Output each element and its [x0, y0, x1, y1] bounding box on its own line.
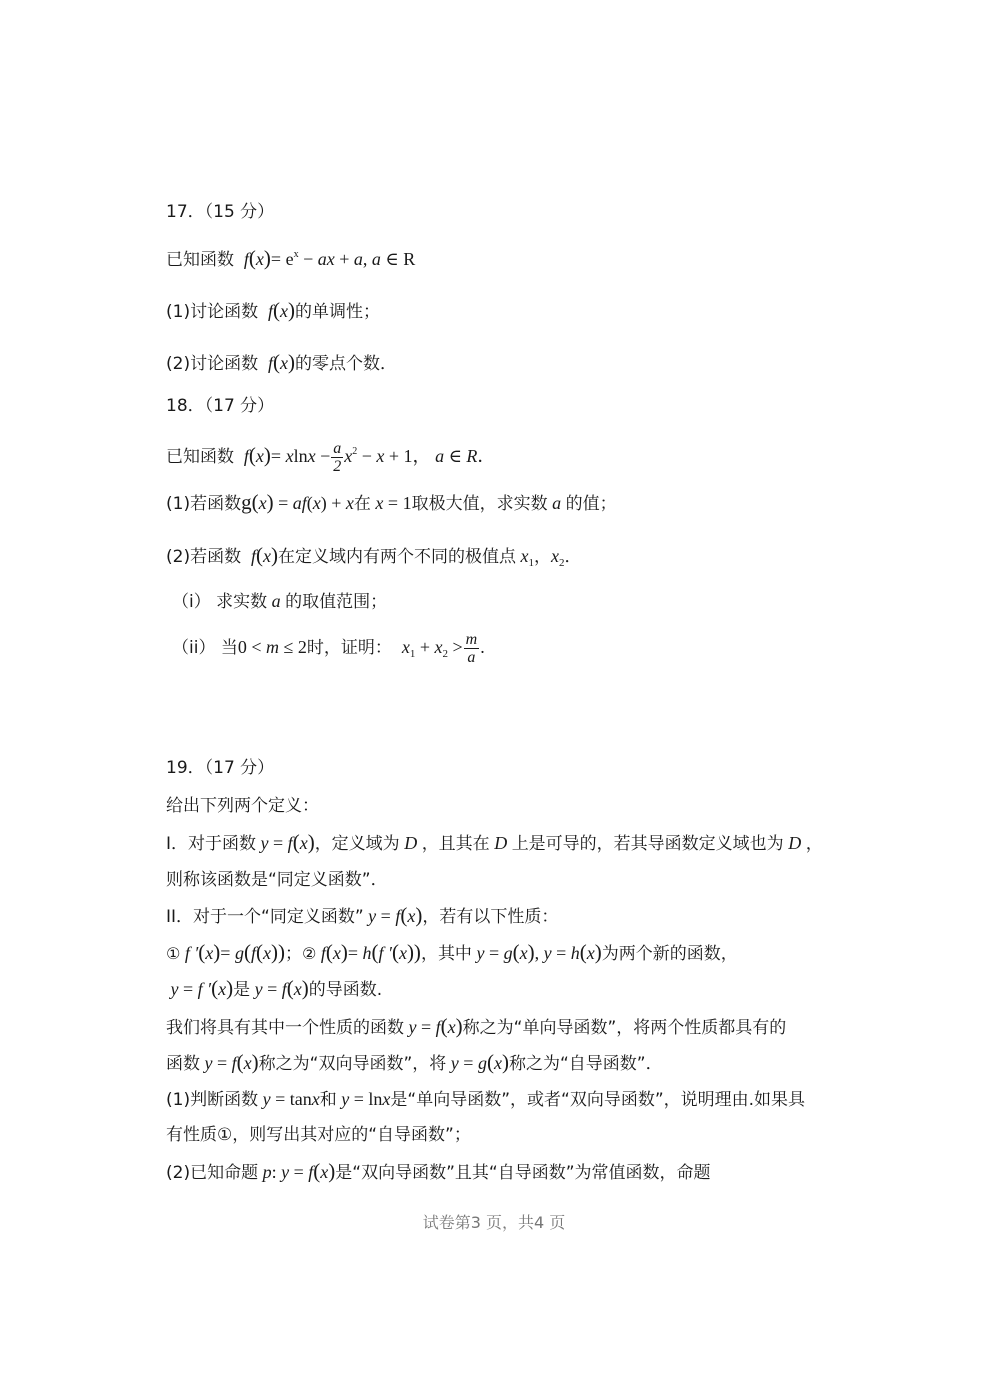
q19-derivative-line: y = f ′(x)是 y = f(x)的导函数. [170, 976, 383, 1000]
q17-part2: (2)讨论函数 f(x)的零点个数． [166, 350, 398, 374]
q19-part1-line2: 有性质①，则写出其对应的“自导函数”； [166, 1125, 471, 1145]
q19-definition-double: 函数 y = f(x)称之为“双向导函数”，将 y = g(x)称之为“自导函数”． [166, 1050, 663, 1074]
q19-def1: I．对于函数 y = f(x)，定义域为 D ，且其在 D 上是可导的，若其导函数定义域也为 D ， [166, 830, 823, 854]
q18-sub-i: （i） 求实数 a 的取值范围； [172, 591, 388, 612]
q18-stem: 已知函数 f(x)= xlnx − $\frac{a}{2}$ $x^2 - x + 1$， a ∈ R． [166, 439, 496, 475]
page-footer: 试卷第3 页，共4 页 [422, 1213, 566, 1232]
q19-definition-single: 我们将具有其中一个性质的函数 y = f(x)称之为“单向导函数”，将两个性质都具有的 [166, 1014, 787, 1038]
q18-header: 18．（17 分） [166, 396, 275, 416]
math: f [239, 249, 249, 269]
q18-part1: (1)若函数g(x) = af(x) + x在 x = 1取极大值，求实数 a 的值； [166, 490, 617, 514]
q19-part1: (1)判断函数 y = tanx和 y = lnx是“单向导函数”，或者“双向导函数”，说明理由.如果具 [166, 1089, 806, 1110]
q17-header: 17．（15 分） [166, 202, 275, 222]
q19-part2: (2)已知命题 p: y = f(x)是“双向导函数”且其“自导函数”为常值函数，命题 [166, 1159, 711, 1183]
q19-def1-line2: 则称该函数是“同定义函数”． [166, 870, 388, 890]
q19-def2: II．对于一个“同定义函数” y = f(x)，若有以下性质： [166, 903, 559, 927]
q17-stem: 已知函数 $f(x)= e^x$ − ax + a, a ∈ R [166, 246, 416, 270]
q18-sub-ii: （ii） 当0 < m ≤ 2时，证明： $x_1 + x_2$ > $\frac{m}{a}$ . [172, 630, 485, 666]
q19-header: 19．（17 分） [166, 758, 275, 778]
q18-part2: (2)若函数 f(x)在定义域内有两个不同的极值点 $x_1$，$x_2$． [166, 543, 582, 569]
q17-part1: (1)讨论函数 f(x)的单调性； [166, 298, 381, 322]
q19-properties: ① f ′(x)= g(f(x))；② f(x)= h(f ′(x))，其中 y = g(x), y = h(x)为两个新的函数， [166, 940, 738, 964]
q19-intro: 给出下列两个定义： [166, 796, 319, 816]
